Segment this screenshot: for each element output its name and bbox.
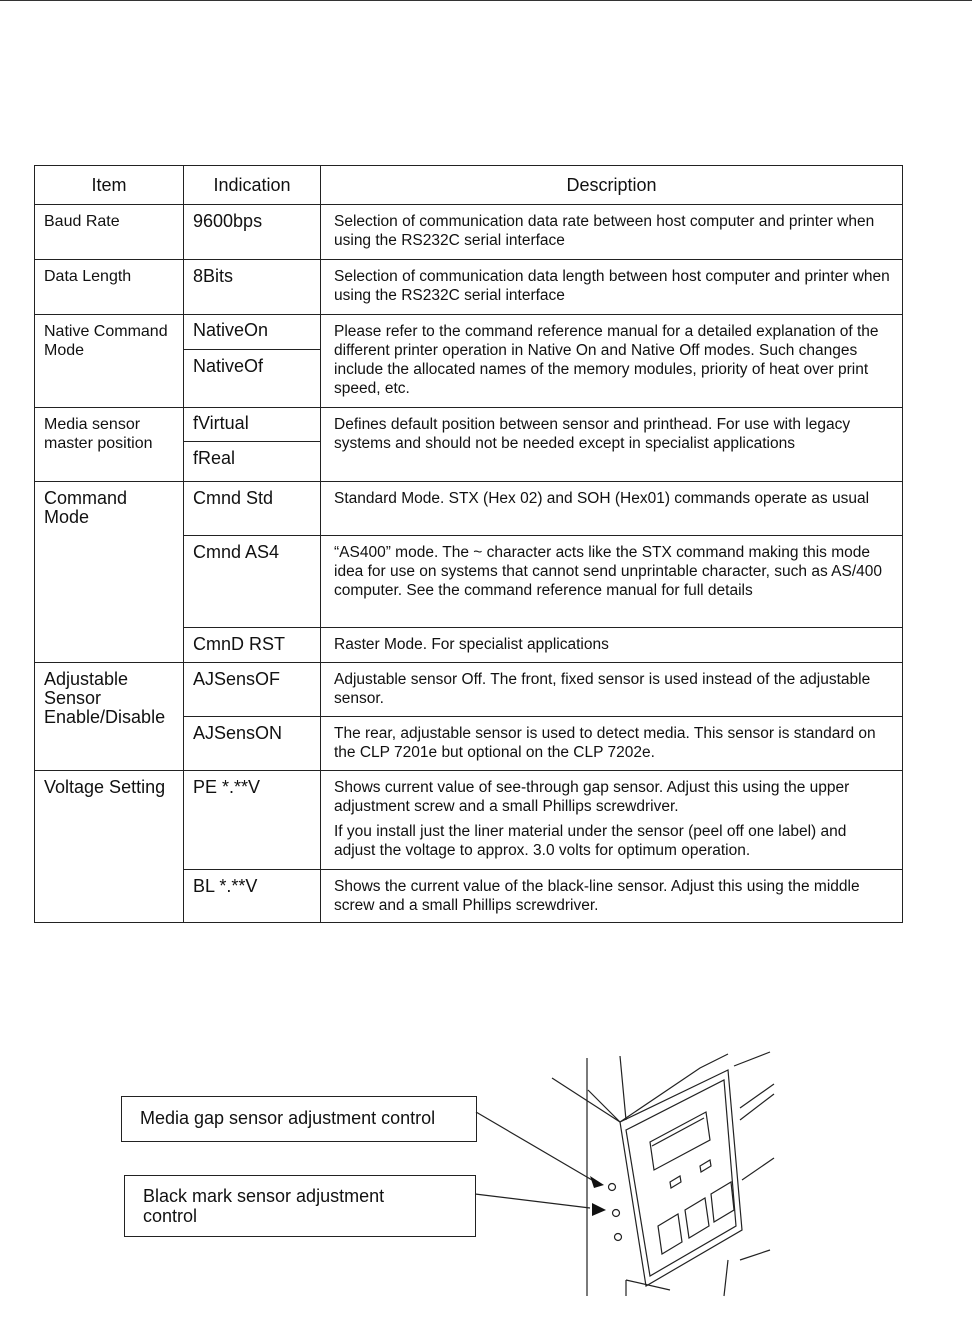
printer-panel-diagram — [470, 1050, 780, 1300]
table-row — [35, 482, 903, 536]
description-text: Shows current value of see-through gap sensor. Adjust this using the upper adjustment screw and a small Phillips screwdriver. — [334, 779, 850, 815]
row-indication: CmnD RST — [184, 628, 321, 663]
printer-body-edge — [552, 1078, 620, 1122]
panel-button — [658, 1214, 682, 1254]
row-indication: AJSensOF — [184, 663, 321, 717]
settings-table — [34, 165, 903, 923]
table-header-row — [35, 166, 903, 205]
row-item: Baud Rate — [35, 205, 184, 260]
led-indicator — [700, 1160, 711, 1172]
callout-media-gap — [121, 1096, 477, 1142]
row-indication: fVirtual — [184, 408, 321, 442]
row-indication: PE *.**V — [184, 771, 321, 870]
row-indication: NativeOn — [184, 315, 321, 350]
description-note: If you install just the liner material under the sensor (peel off one label) and adjust the voltage to approx. 3.0 volts for optimum operation. — [334, 823, 847, 859]
row-description: The rear, adjustable sensor is used to detect media. This sensor is standard on the CLP 7201e but optional on the CLP 7202e. — [321, 717, 903, 771]
printer-top-edge — [734, 1052, 770, 1066]
panel-button — [685, 1198, 709, 1238]
table-row — [35, 315, 903, 350]
gap-sensor-screw — [609, 1184, 616, 1191]
row-description: Standard Mode. STX (Hex 02) and SOH (Hex01) commands operate as usual — [321, 482, 903, 536]
row-item: Voltage Setting — [35, 771, 184, 923]
control-panel-inner — [626, 1080, 736, 1276]
row-indication: Cmnd AS4 — [184, 536, 321, 628]
table-row — [35, 771, 903, 870]
row-item: Media sensor master position — [35, 408, 184, 482]
row-item: Adjustable Sensor Enable/Disable — [35, 663, 184, 771]
table-row — [35, 408, 903, 442]
printer-side-edge — [740, 1094, 774, 1120]
arrow-gap-icon — [590, 1176, 604, 1188]
header-description: Description — [321, 166, 903, 205]
header-indication: Indication — [184, 166, 321, 205]
row-description: Shows the current value of the black-line sensor. Adjust this using the middle screw and a small Phillips screwdriver. — [321, 870, 903, 923]
row-description: Adjustable sensor Off. The front, fixed sensor is used instead of the adjustable sensor. — [321, 663, 903, 717]
row-item: Command Mode — [35, 482, 184, 663]
row-description: Please refer to the command reference manual for a detailed explanation of the different printer operation in Native On and Native Off modes. Such changes include the allocated names of the memory modules, priority of heat over print speed, etc. — [321, 315, 903, 408]
table-row — [35, 663, 903, 717]
table-row — [35, 260, 903, 315]
row-item: Native Command Mode — [35, 315, 184, 408]
row-item: Data Length — [35, 260, 184, 315]
lcd-display — [650, 1112, 710, 1170]
arrow-black-mark-icon — [592, 1203, 606, 1216]
top-rule — [0, 0, 972, 1]
row-indication: BL *.**V — [184, 870, 321, 923]
row-indication: 9600bps — [184, 205, 321, 260]
row-indication: AJSensON — [184, 717, 321, 771]
row-description: Raster Mode. For specialist applications — [321, 628, 903, 663]
row-indication: Cmnd Std — [184, 482, 321, 536]
printer-side-edge — [740, 1084, 774, 1108]
leader-line-black — [475, 1194, 590, 1208]
lcd-display-highlight — [652, 1118, 704, 1146]
panel-button — [711, 1182, 734, 1222]
callout-media-gap-label: Media gap sensor adjustment control — [140, 1108, 436, 1128]
callout-black-mark-label: Black mark sensor adjustment control — [143, 1186, 385, 1226]
spare-screw — [615, 1234, 622, 1241]
callout-black-mark — [124, 1175, 476, 1237]
printer-side-edge — [740, 1250, 770, 1260]
leader-line-gap — [476, 1112, 592, 1180]
printer-side-edge — [724, 1260, 728, 1296]
row-indication: 8Bits — [184, 260, 321, 315]
table-row — [35, 205, 903, 260]
row-indication: NativeOf — [184, 350, 321, 408]
header-item: Item — [35, 166, 184, 205]
row-description: Selection of communication data length between host computer and printer when using the RS232C serial interface — [321, 260, 903, 315]
printer-side-edge — [742, 1158, 774, 1180]
black-mark-screw — [613, 1210, 620, 1217]
row-description: Defines default position between sensor and printhead. For use with legacy systems and should not be needed except in specialist applications — [321, 408, 903, 482]
printer-body-edge — [620, 1056, 626, 1120]
led-indicator — [670, 1176, 681, 1188]
row-description — [321, 771, 903, 870]
row-description: Selection of communication data rate between host computer and printer when using the RS232C serial interface — [321, 205, 903, 260]
row-indication: fReal — [184, 442, 321, 482]
row-description: “AS400” mode. The ~ character acts like the STX command making this mode idea for use on systems that cannot send unprintable character, such as AS/400 computer. See the command reference manual for full details — [321, 536, 903, 628]
